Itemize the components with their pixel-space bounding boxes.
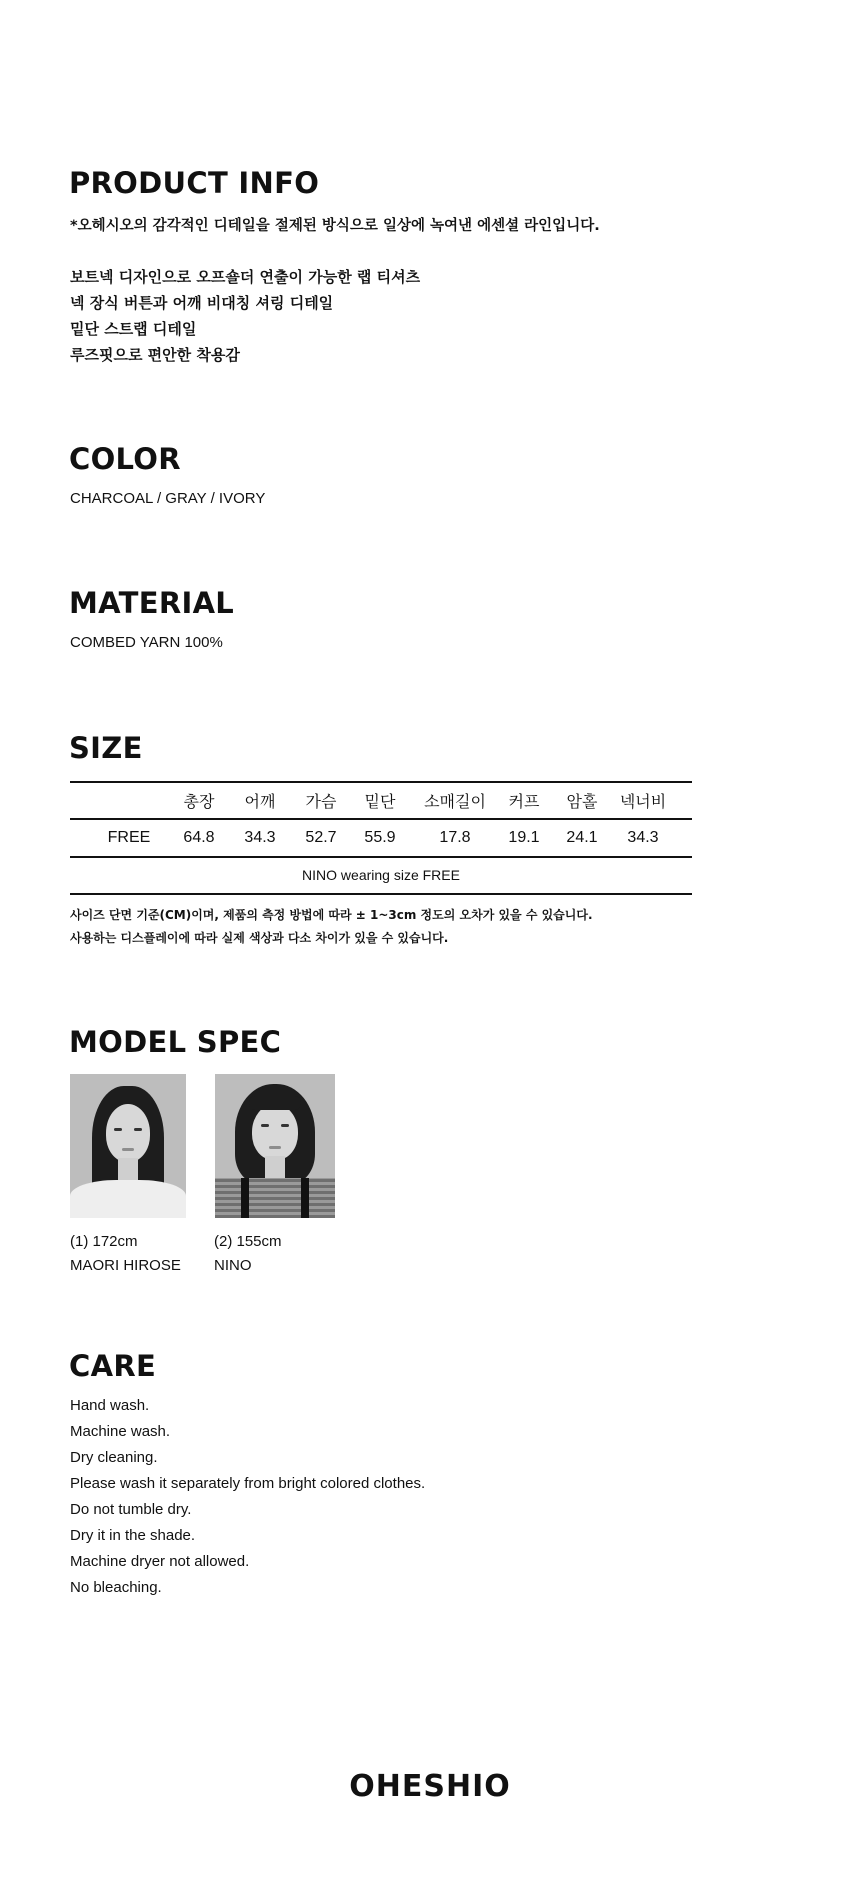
size-value: 64.8: [183, 829, 215, 846]
product-intro: *오헤시오의 감각적인 디테일을 절제된 방식으로 일상에 녹여낸 에센셜 라인입니다.: [70, 218, 600, 234]
model-spec-title: MODEL SPEC: [69, 1025, 282, 1059]
feature-item: 밑단 스트랩 디테일: [70, 320, 197, 338]
feature-item: 루즈핏으로 편안한 착용감: [70, 346, 240, 364]
size-header: 암홀: [566, 792, 598, 811]
size-header: 밑단: [364, 792, 396, 811]
size-header: 소매길이: [424, 792, 486, 811]
material-value: COMBED YARN 100%: [70, 634, 223, 651]
care-item: Dry cleaning.: [70, 1449, 158, 1466]
model-eye: [281, 1124, 289, 1127]
product-info-title: PRODUCT INFO: [69, 166, 320, 200]
care-item: Please wash it separately from bright colored clothes.: [70, 1475, 426, 1492]
care-item: Machine dryer not allowed.: [70, 1553, 250, 1570]
size-value: 24.1: [566, 829, 598, 846]
size-value: 52.7: [305, 829, 337, 846]
care-title: CARE: [69, 1349, 157, 1383]
feature-item: 넥 장식 버튼과 어깨 비대칭 셔링 디테일: [70, 294, 334, 312]
model-eye: [261, 1124, 269, 1127]
care-item: Dry it in the shade.: [70, 1527, 196, 1544]
model-mouth: [122, 1148, 134, 1151]
size-title: SIZE: [69, 731, 143, 765]
size-disclaimer: 사이즈 단면 기준(CM)이며, 제품의 측정 방법에 따라 ± 1~3cm 정도의 오차가 있을 수 있습니다.: [70, 908, 593, 922]
model-strap: [301, 1178, 309, 1218]
size-row-label: FREE: [107, 829, 151, 846]
color-title: COLOR: [69, 442, 181, 476]
model-name: MAORI HIROSE: [70, 1257, 181, 1274]
material-title: MATERIAL: [69, 586, 235, 620]
size-value: 34.3: [627, 829, 659, 846]
size-note: NINO wearing size FREE: [302, 867, 460, 883]
size-disclaimer: 사용하는 디스플레이에 따라 실제 색상과 다소 차이가 있을 수 있습니다.: [70, 931, 449, 945]
size-header: 커프: [508, 792, 540, 811]
size-header: 가슴: [305, 792, 337, 811]
model-mouth: [269, 1146, 281, 1149]
model-face: [252, 1104, 298, 1160]
size-header: 넥너비: [619, 792, 667, 811]
model-photo-2: [215, 1074, 335, 1218]
table-rule-top: [70, 781, 692, 783]
model-bangs: [249, 1096, 301, 1110]
size-value: 17.8: [439, 829, 471, 846]
model-top: [215, 1178, 335, 1218]
table-rule-bottom: [70, 893, 692, 895]
size-header: 총장: [183, 792, 215, 811]
model-strap: [241, 1178, 249, 1218]
feature-item: 보트넥 디자인으로 오프숄더 연출이 가능한 랩 티셔츠: [70, 268, 421, 286]
model-height: (1) 172cm: [70, 1233, 138, 1250]
model-name: NINO: [214, 1257, 252, 1274]
model-face: [106, 1104, 150, 1162]
model-height: (2) 155cm: [214, 1233, 282, 1250]
table-rule-lower: [70, 856, 692, 858]
care-item: Hand wash.: [70, 1397, 150, 1414]
color-value: CHARCOAL / GRAY / IVORY: [70, 490, 266, 507]
model-top: [70, 1180, 186, 1218]
size-value: 19.1: [508, 829, 540, 846]
size-value: 55.9: [364, 829, 396, 846]
care-item: Machine wash.: [70, 1423, 171, 1440]
care-item: No bleaching.: [70, 1579, 162, 1596]
size-header: 어깨: [244, 792, 276, 811]
brand-logo: OHESHIO: [349, 1769, 511, 1804]
care-item: Do not tumble dry.: [70, 1501, 192, 1518]
table-rule-mid: [70, 818, 692, 820]
size-value: 34.3: [244, 829, 276, 846]
model-eye: [134, 1128, 142, 1131]
model-photo-1: [70, 1074, 186, 1218]
model-eye: [114, 1128, 122, 1131]
